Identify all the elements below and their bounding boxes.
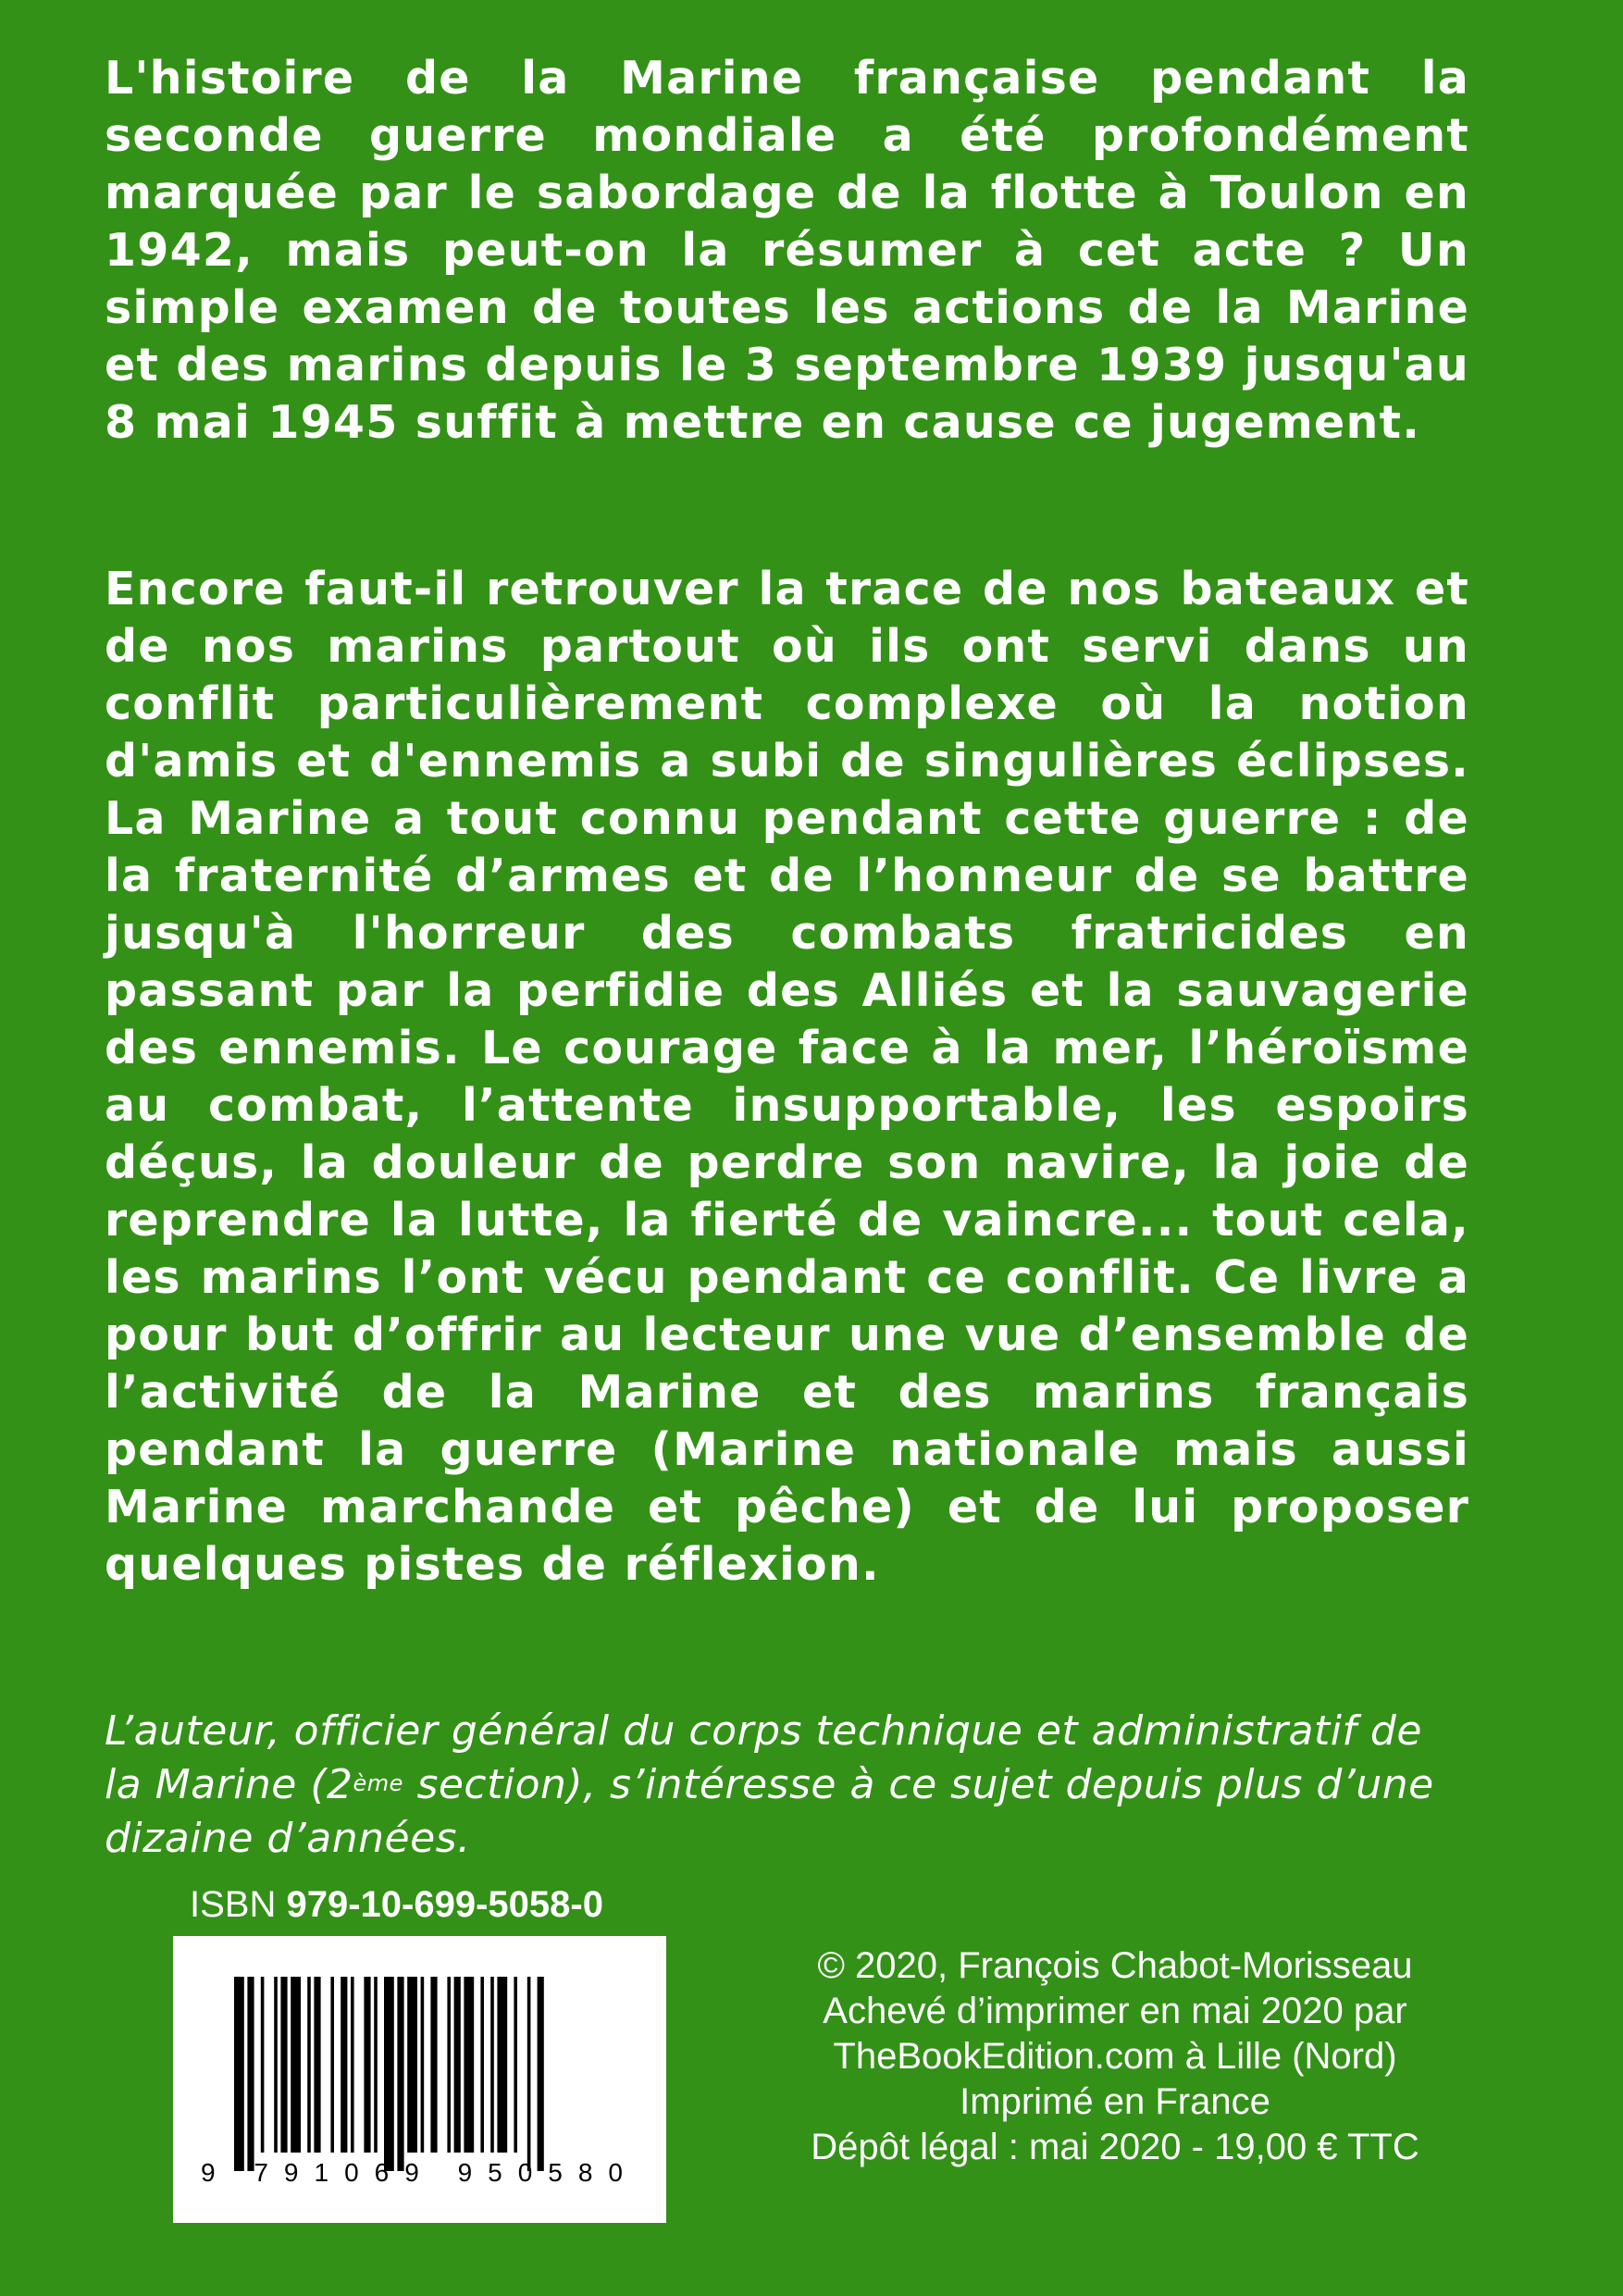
barcode-bar	[464, 1977, 474, 2153]
barcode-bar	[480, 1977, 484, 2153]
imprint-block	[759, 1943, 1471, 2170]
printing-line: Achevé d’imprimer en mai 2020 par	[823, 1991, 1407, 2031]
barcode-bar	[407, 1977, 417, 2153]
barcode-bar	[261, 1977, 265, 2153]
barcode-bar	[538, 1977, 544, 2171]
barcode-bar	[514, 1977, 517, 2153]
barcode-bar	[527, 1977, 531, 2171]
barcode-bar	[490, 1977, 494, 2153]
author-note-text-end: section), s’intéresse à ce sujet depuis plus d’une dizaine d’années.	[105, 1761, 1434, 1862]
barcode-bar	[291, 1977, 301, 2153]
barcode-bar	[247, 1977, 254, 2171]
barcode-bar	[397, 1977, 403, 2171]
barcode-bar	[351, 1977, 354, 2153]
description-paragraph-2: Encore faut-il retrouver la trace de nos bateaux et de nos marins partout où ils ont servi dans un conflit particulièrement complexe où la notion d'amis et d'ennemis a subi de singulières éclipses. La Marine a tout connu pendant cette guerre : de la fraternité d’armes et de l’honneur de se battre jusqu'à l'horreur des combats fratricides en passant par la perfidie des Alliés et la sauvagerie des ennemis. Le courage face à la mer, l’héroïsme au combat, l’attente insupportable, les espoirs déçus, la douleur de perdre son navire, la joie de reprendre la lutte, la fierté de vaincre... tout cela, les marins l’ont vécu pendant ce conflit. Ce livre a pour but d’offrir au lecteur une vue d’ensemble de l’activité de la Marine et des marins français pendant la guerre (Marine nationale mais aussi Marine marchande et pêche) et de lui proposer quelques pistes de réflexion.	[105, 563, 1469, 1591]
barcode	[173, 1936, 666, 2223]
barcode-bar	[374, 1977, 378, 2153]
printer-line: TheBookEdition.com à Lille (Nord)	[833, 2036, 1397, 2077]
barcode-digits: 9 791069 950580	[201, 2158, 638, 2187]
barcode-bar	[497, 1977, 507, 2153]
barcode-bar	[234, 1977, 244, 2171]
copyright-line: © 2020, François Chabot-Morisseau	[817, 1945, 1413, 1986]
barcode-bar	[364, 1977, 370, 2153]
author-note-superscript: ème	[353, 1770, 403, 1796]
barcode-bar	[430, 1977, 437, 2153]
description-paragraph-1: L'histoire de la Marine française pendant la seconde guerre mondiale a été profondément marquée par le sabordage de la flotte à Toulon en 1942, mais peut-on la résumer à cet acte ? Un simple examen de toutes les actions de la Marine et des marins depuis le 3 septembre 1939 jusqu'au 8 mai 1945 suffit à mettre en cause ce jugement.	[105, 52, 1469, 449]
barcode-bar	[421, 1977, 425, 2153]
barcode-bar	[280, 1977, 287, 2153]
barcode-bar	[384, 1977, 394, 2171]
isbn-number: 979-10-699-5058-0	[286, 1884, 603, 1925]
isbn-label: ISBN	[190, 1884, 277, 1925]
printed-in-line: Imprimé en France	[960, 2081, 1270, 2122]
isbn-line	[190, 1882, 603, 1927]
barcode-bar	[314, 1977, 320, 2153]
barcode-bar	[454, 1977, 461, 2153]
barcode-bar	[447, 1977, 451, 2153]
author-note-text-start: L’auteur, officier général du corps technique et administratif de la Marine (2	[105, 1707, 1422, 1808]
barcode-bar	[274, 1977, 278, 2153]
barcode-bar	[330, 1977, 334, 2153]
barcode-bar	[341, 1977, 347, 2153]
barcode-bar	[307, 1977, 311, 2153]
author-note	[105, 1705, 1469, 1866]
legal-deposit-price-line: Dépôt légal : mai 2020 - 19,00 € TTC	[811, 2127, 1419, 2167]
